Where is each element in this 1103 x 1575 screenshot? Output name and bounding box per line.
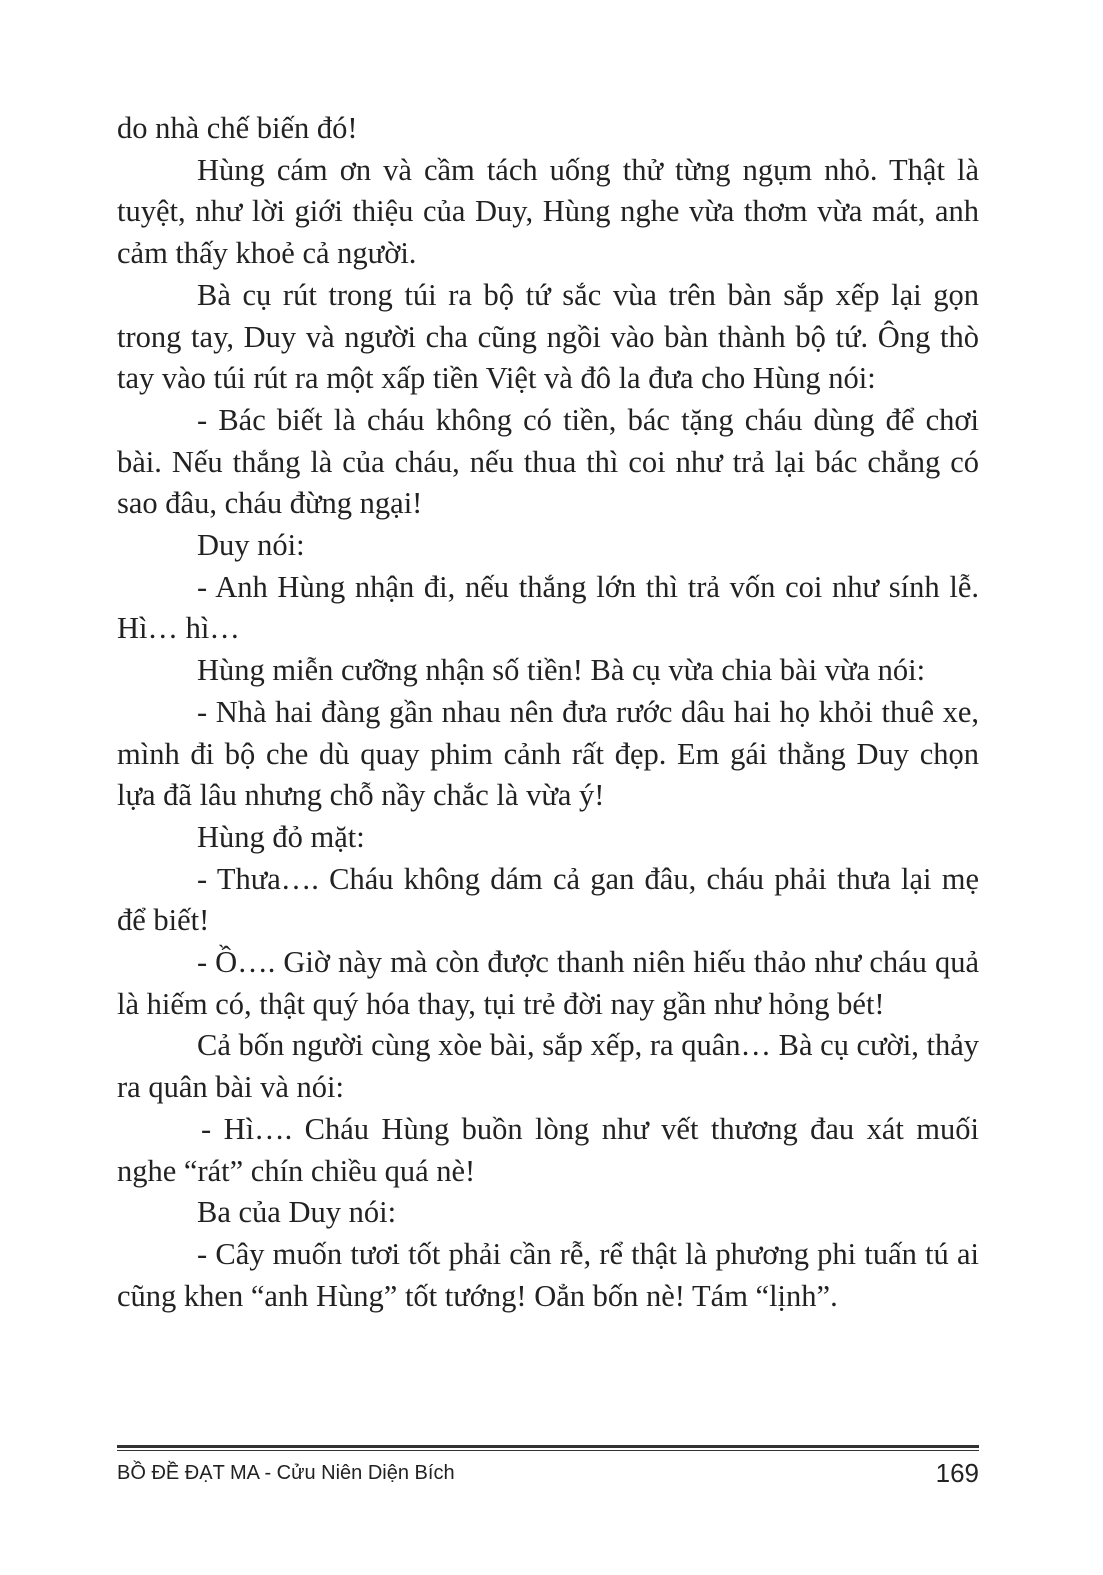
paragraph: - Thưa…. Cháu không dám cả gan đâu, cháu phải thưa lại mẹ để biết! [117,861,979,938]
paragraph: - Nhà hai đàng gần nhau nên đưa rước dâu hai họ khỏi thuê xe, mình đi bộ che dù quay phim cảnh rất đẹp. Em gái thằng Duy chọn lựa đã lâu nhưng chỗ nầy chắc là vừa ý! [117,694,979,813]
page-number: 169 [935,1458,979,1488]
paragraph: Duy nói: [197,528,305,563]
footer-rule-thin [117,1450,979,1451]
footer-rule-thick [117,1445,979,1448]
paragraph: - Ồ…. Giờ này mà còn được thanh niên hiếu thảo như cháu quả là hiếm có, thật quý hóa thay, tụi trẻ đời nay gần như hỏng bét! [117,945,979,1021]
paragraph: do nhà chế biến đó! [117,111,358,145]
paragraph: - Hì…. Cháu Hùng buồn lòng như vết thương đau xát muối nghe “rát” chín chiều quá nè! [117,1111,979,1188]
paragraph: - Anh Hùng nhận đi, nếu thắng lớn thì trả vốn coi như sính lễ. Hì… hì… [117,569,979,646]
running-footer-title: BỒ ĐỀ ĐẠT MA - Cửu Niên Diện Bích [117,1462,455,1484]
paragraph: Ba của Duy nói: [197,1195,397,1230]
paragraph: Hùng đỏ mặt: [197,819,365,854]
paragraph: - Bác biết là cháu không có tiền, bác tặng cháu dùng để chơi bài. Nếu thắng là của cháu, nếu thua thì coi như trả lại bác chẳng có sao đâu, cháu đừng ngại! [117,402,979,521]
paragraph: Cả bốn người cùng xòe bài, sắp xếp, ra quân… Bà cụ cười, thảy ra quân bài và nói: [117,1028,979,1105]
paragraph: - Cây muốn tươi tốt phải cần rễ, rể thật là phương phi tuấn tú ai cũng khen “anh Hùng” tốt tướng! Oẳn bốn nè! Tám “lịnh”. [117,1236,979,1313]
paragraph: Hùng cám ơn và cầm tách uống thử từng ngụm nhỏ. Thật là tuyệt, như lời giới thiệu của Duy, Hùng nghe vừa thơm vừa mát, anh cảm thấy khoẻ cả người. [117,152,979,271]
paragraph: Bà cụ rút trong túi ra bộ tứ sắc vùa trên bàn sắp xếp lại gọn trong tay, Duy và người cha cũng ngồi vào bàn thành bộ tứ. Ông thò tay vào túi rút ra một xấp tiền Việt và đô la đưa cho Hùng nói: [117,277,979,396]
body-text [117,108,979,1317]
paragraph: Hùng miễn cưỡng nhận số tiền! Bà cụ vừa chia bài vừa nói: [197,653,926,688]
